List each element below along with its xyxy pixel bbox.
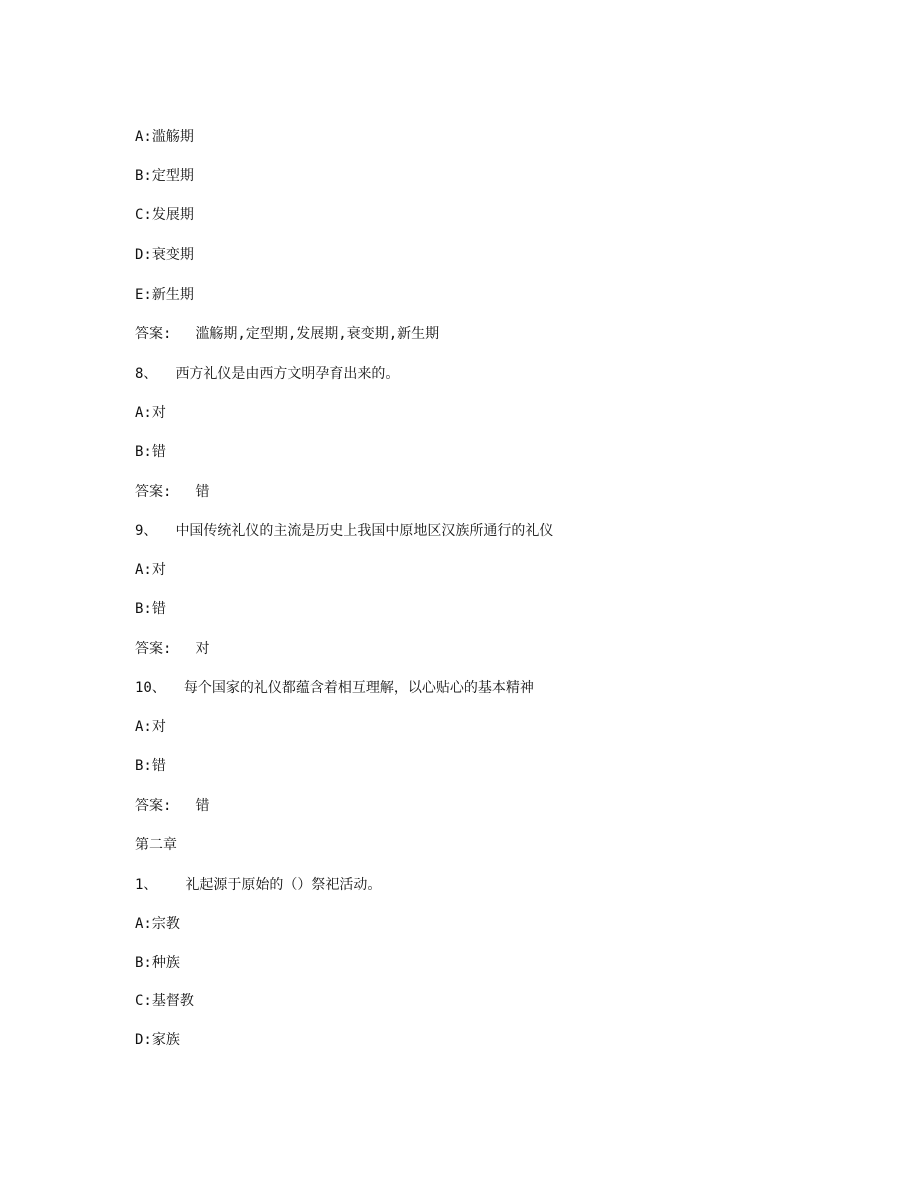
q8-option-b — [135, 443, 166, 461]
q8-option-a — [135, 404, 166, 422]
ch2-q1-number: 1、 — [135, 877, 158, 893]
q10-option-b-text: B:错 — [135, 758, 166, 774]
q7-option-e — [135, 286, 194, 304]
q10-text: 每个国家的礼仪都蕴含着相互理解，以心贴心的基本精神 — [183, 680, 534, 696]
q10-option-a — [135, 718, 166, 736]
q10-answer-value: 错 — [195, 798, 210, 814]
q7-option-b — [135, 167, 194, 185]
q8-text: 西方礼仪是由西方文明孕育出来的。 — [175, 366, 400, 382]
q8-answer-label: 答案: — [135, 484, 172, 500]
q9-answer-value: 对 — [195, 641, 210, 657]
q7-option-a-text: A:滥觞期 — [135, 129, 194, 145]
q7-option-d-text: D:衰变期 — [135, 247, 194, 263]
q10-question — [135, 679, 534, 697]
q8-answer-value: 错 — [195, 484, 210, 500]
ch2-q1-question — [135, 876, 381, 894]
q7-option-e-text: E:新生期 — [135, 287, 194, 303]
q9-option-b-text: B:错 — [135, 601, 166, 617]
q8-answer — [135, 483, 209, 501]
ch2-q1-option-c — [135, 992, 194, 1010]
chapter-title — [135, 836, 177, 854]
ch2-q1-option-d — [135, 1031, 180, 1049]
q9-option-a — [135, 561, 166, 579]
q7-option-c-text: C:发展期 — [135, 207, 194, 223]
q7-option-c — [135, 206, 194, 224]
q10-answer — [135, 797, 209, 815]
q7-answer-label: 答案: — [135, 326, 172, 342]
chapter-title-text: 第二章 — [135, 837, 177, 853]
q9-answer-label: 答案: — [135, 641, 172, 657]
q7-option-a — [135, 128, 194, 146]
ch2-q1-option-c-text: C:基督教 — [135, 993, 194, 1009]
ch2-q1-option-a — [135, 915, 180, 933]
q7-option-d — [135, 246, 194, 264]
q9-option-b — [135, 600, 166, 618]
ch2-q1-text: 礼起源于原始的（）祭祀活动。 — [185, 877, 382, 893]
ch2-q1-option-b — [135, 954, 180, 972]
q7-answer — [135, 325, 439, 343]
q8-number: 8、 — [135, 366, 158, 382]
ch2-q1-option-a-text: A:宗教 — [135, 916, 180, 932]
q7-answer-value: 滥觞期,定型期,发展期,衰变期,新生期 — [195, 326, 440, 342]
q8-option-a-text: A:对 — [135, 405, 166, 421]
q9-option-a-text: A:对 — [135, 562, 166, 578]
q7-option-b-text: B:定型期 — [135, 168, 194, 184]
q8-option-b-text: B:错 — [135, 444, 166, 460]
q10-option-a-text: A:对 — [135, 719, 166, 735]
ch2-q1-option-d-text: D:家族 — [135, 1032, 180, 1048]
q9-answer — [135, 640, 209, 658]
q10-option-b — [135, 757, 166, 775]
ch2-q1-option-b-text: B:种族 — [135, 955, 180, 971]
q9-question — [135, 522, 553, 540]
q8-question — [135, 365, 399, 383]
q9-number: 9、 — [135, 523, 158, 539]
q10-answer-label: 答案: — [135, 798, 172, 814]
q10-number: 10、 — [135, 680, 166, 696]
q9-text: 中国传统礼仪的主流是历史上我国中原地区汉族所通行的礼仪 — [175, 523, 554, 539]
